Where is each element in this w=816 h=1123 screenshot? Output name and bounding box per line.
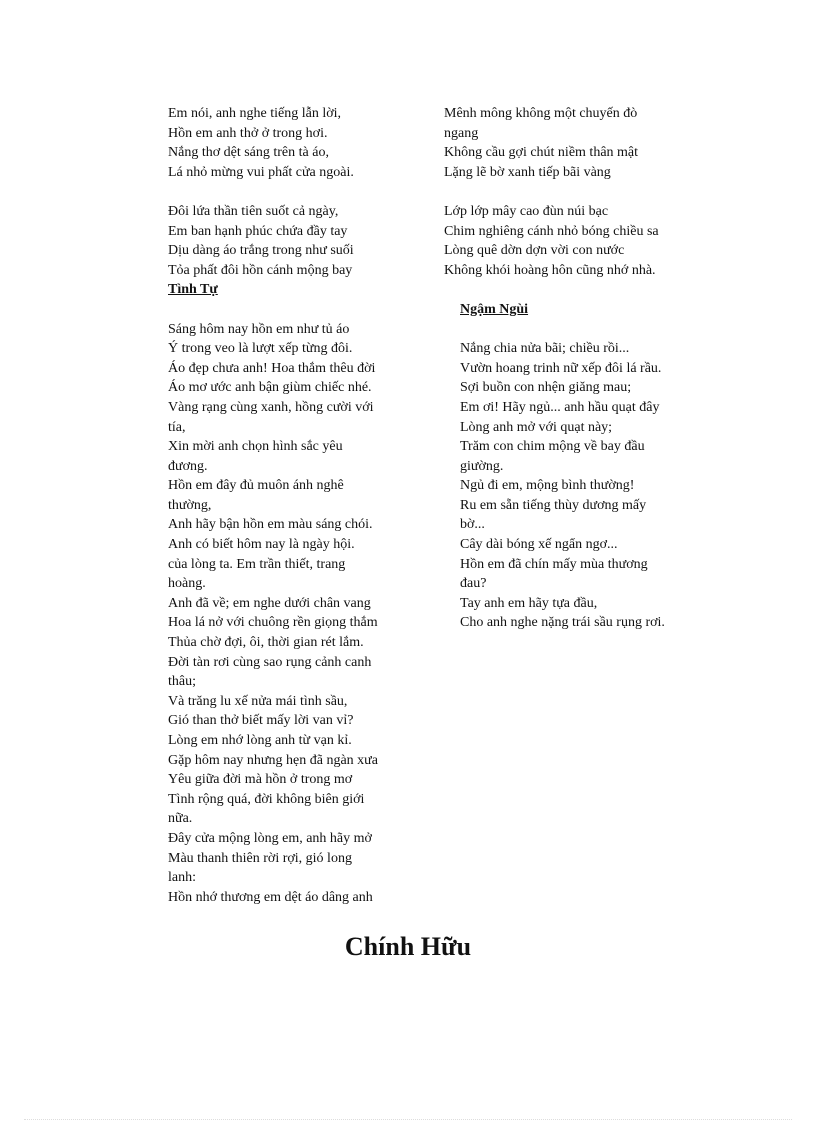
poem-line: Gió than thở biết mấy lời van vỉ? — [168, 713, 354, 729]
poem-title-ngam-ngui: Ngậm Ngùi — [460, 301, 529, 317]
left-stanza-1 — [168, 104, 413, 182]
poem-line: Gặp hôm nay nhưng hẹn đã ngàn xưa — [168, 752, 378, 768]
left-column — [168, 104, 413, 907]
poem-line: Tình rộng quá, đời không biên giới — [168, 791, 365, 807]
poem-line: thâu; — [168, 674, 196, 690]
poem-line: Hồn nhớ thương em dệt áo dâng anh — [168, 889, 373, 905]
poem-line: Đôi lứa thần tiên suốt cả ngày, — [168, 203, 339, 219]
right-column — [444, 104, 704, 633]
poem-line: Anh hãy bận hồn em màu sáng chói. — [168, 517, 373, 533]
poem-line: thường, — [168, 497, 212, 513]
poem-line: Màu thanh thiên rời rợi, gió long — [168, 850, 352, 866]
poem-line: Dịu dàng áo trắng trong như suối — [168, 243, 354, 259]
poem-line: Hồn em anh thở ở trong hơi. — [168, 125, 328, 141]
left-stanza-2 — [168, 202, 413, 280]
poem-line: tía, — [168, 419, 186, 435]
poem-line: Đời tàn rơi cùng sao rụng cảnh canh — [168, 654, 372, 670]
poem-line: Áo mơ ước anh bận giùm chiếc nhé. — [168, 380, 372, 396]
poem-line: Sáng hôm nay hồn em như tủ áo — [168, 321, 350, 337]
poem-line: Lòng quê dờn dợn vời con nước — [444, 243, 625, 259]
author-name: Chính Hữu — [344, 932, 472, 961]
poem-line: Và trăng lu xế nửa mái tình sầu, — [168, 693, 348, 709]
poem-line: của lòng ta. Em trần thiết, trang — [168, 556, 346, 572]
poem-line: Anh có biết hôm nay là ngày hội. — [168, 537, 355, 553]
poem-line: Trăm con chim mộng về bay đầu — [460, 439, 645, 455]
poem-line: Đây cửa mộng lòng em, anh hãy mở — [168, 830, 372, 846]
poem-line: Tỏa phất đôi hồn cánh mộng bay — [168, 262, 353, 278]
poem-line: Cây dài bóng xế ngẩn ngơ... — [460, 537, 618, 553]
poem-line: Xin mời anh chọn hình sắc yêu — [168, 439, 343, 455]
poem-body-tinh-tu — [168, 320, 413, 908]
poem-line: Hoa lá nở với chuông rền giọng thắm — [168, 615, 378, 631]
right-stanza-2 — [444, 202, 704, 280]
poem-line: Hồn em đây đủ muôn ánh nghê — [168, 478, 344, 494]
poem-line: Chim nghiêng cánh nhỏ bóng chiều sa — [444, 223, 659, 239]
poem-title-tinh-tu: Tình Tự — [168, 282, 218, 298]
poem-line: Anh đã về; em nghe dưới chân vang — [168, 595, 371, 611]
poem-line: giường. — [460, 458, 504, 474]
poem-line: Vườn hoang trinh nữ xếp đôi lá rầu. — [460, 360, 662, 376]
poem-ngam-ngui — [444, 300, 704, 633]
poem-line: Lặng lẽ bờ xanh tiếp bãi vàng — [444, 164, 611, 180]
poem-line: ngang — [444, 125, 479, 141]
poem-line: lanh: — [168, 870, 196, 886]
poem-line: Nắng chia nửa bãi; chiều rồi... — [460, 341, 630, 357]
poem-line: Không khói hoàng hôn cũng nhớ nhà. — [444, 262, 656, 278]
poem-line: Ý trong veo là lượt xếp từng đôi. — [168, 341, 353, 357]
poem-line: Mênh mông không một chuyến đò — [444, 106, 638, 121]
poem-line: Vàng rạng cùng xanh, hồng cười với — [168, 399, 374, 415]
poem-line: Tay anh em hãy tựa đầu, — [460, 595, 598, 611]
page-bottom-rule — [24, 1119, 792, 1120]
poem-line: Yêu giữa đời mà hồn ở trong mơ — [168, 772, 353, 788]
poem-line: Lòng anh mở với quạt này; — [460, 419, 613, 435]
poem-line: Sợi buồn con nhện giăng mau; — [460, 380, 632, 396]
poem-body-ngam-ngui — [460, 339, 704, 633]
poem-line: đương. — [168, 458, 208, 474]
poem-line: Lớp lớp mây cao đùn núi bạc — [444, 203, 609, 219]
poem-line: Lòng em nhớ lòng anh từ vạn kỉ. — [168, 733, 352, 748]
poem-line: nữa. — [168, 811, 193, 827]
poem-line: hoàng. — [168, 576, 206, 592]
poem-line: Em ban hạnh phúc chứa đầy tay — [168, 223, 348, 239]
poem-line: Lá nhỏ mừng vui phất cửa ngoài. — [168, 164, 354, 180]
poem-line: Em ơi! Hãy ngủ... anh hầu quạt đây — [460, 399, 660, 415]
poem-line: Em nói, anh nghe tiếng lẫn lời, — [168, 106, 342, 121]
poem-line: Ru em sẵn tiếng thùy dương mấy — [460, 497, 647, 513]
poem-line: bờ... — [460, 517, 485, 533]
poem-line: đau? — [460, 576, 487, 592]
right-stanza-1 — [444, 104, 704, 182]
poem-line: Hồn em đã chín mấy mùa thương — [460, 556, 648, 572]
poem-line: Không cầu gợi chút niềm thân mật — [444, 145, 639, 161]
poem-line: Áo đẹp chưa anh! Hoa thắm thêu đời — [168, 360, 376, 376]
poem-line: Cho anh nghe nặng trái sầu rụng rơi. — [460, 615, 665, 631]
poem-line: Ngủ đi em, mộng bình thường! — [460, 478, 635, 494]
poem-line: Nắng thơ dệt sáng trên tà áo, — [168, 145, 329, 161]
poem-line: Thủa chờ đợi, ôi, thời gian rét lắm. — [168, 635, 364, 651]
